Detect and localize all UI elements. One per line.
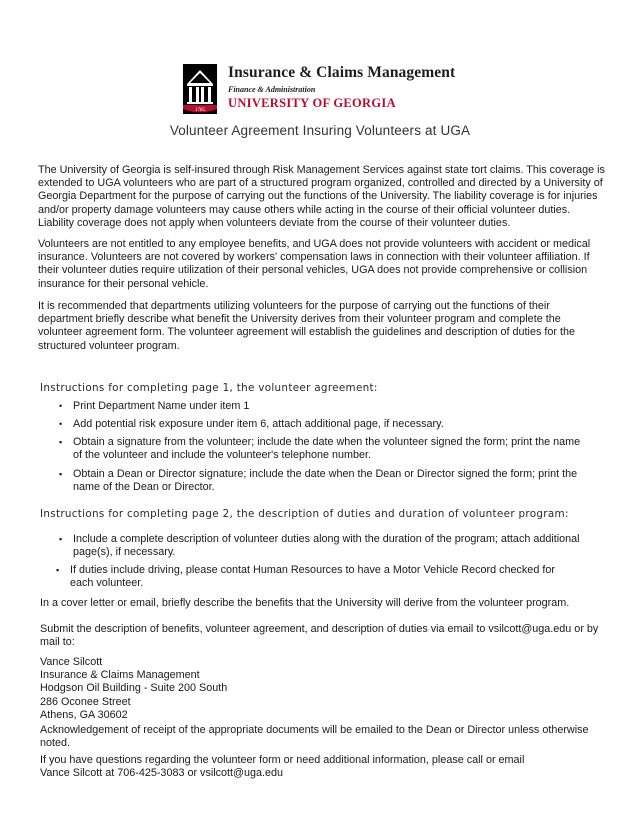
list-item	[59, 400, 579, 413]
instructions-page1-heading: Instructions for completing page 1, the volunteer agreement:	[40, 382, 378, 394]
list-item-text: Obtain a signature from the volunteer; include the date when the volunteer signed the form; print the name of the volunteer and include the volunteer's telephone number.	[73, 436, 581, 462]
address-street: 286 Oconee Street	[40, 695, 131, 708]
bullet: ▪	[56, 565, 60, 575]
bullet: ▪	[59, 437, 63, 447]
acknowledgement-text: Acknowledgement of receipt of the appropriate documents will be emailed to the Dean or Director unless otherwise noted.	[40, 724, 589, 750]
paragraph-self-insured: The University of Georgia is self-insured through Risk Management Services against state tort claims. This coverage is extended to UGA volunteers who are part of a structured program organized, controlled and directed by a University of Georgia Department for the purpose of carrying out the functions of the University. The liability coverage is for injuries and/or property damage volunteers may cause others while acting in the course of their official volunteer duties. Liability coverage does not apply when volunteers deviate from the course of their volunteer duties.	[38, 164, 605, 229]
address-city: Athens, GA 30602	[40, 708, 128, 721]
org-title: Insurance & Claims Management	[228, 64, 456, 81]
list-item-text: Obtain a Dean or Director signature; include the date when the Dean or Director signed the form; print the name of the Dean or Director.	[73, 468, 578, 494]
bullet: ▪	[59, 469, 63, 479]
list-item	[59, 533, 581, 559]
instructions-page2-heading: Instructions for completing page 2, the description of duties and duration of volunteer program:	[40, 508, 569, 520]
address-dept: Insurance & Claims Management	[40, 669, 200, 682]
bullet: •	[59, 419, 63, 429]
list-item-text: If duties include driving, please contat Human Resources to have a Motor Vehicle Record checked for each volunteer.	[70, 564, 555, 590]
list-item	[56, 564, 581, 590]
uga-arch-icon	[183, 64, 217, 114]
page-title: Volunteer Agreement Insuring Volunteers at UGA	[169, 123, 471, 138]
contact-line: Vance Silcott at 706-425-3083 or vsilcott@uga.edu	[40, 767, 284, 780]
paragraph-benefits: Volunteers are not entitled to any employee benefits, and UGA does not provide volunteers with accident or medical insurance. Volunteers are not covered by workers' compensation laws in connection with their volunteer affiliation. If their volunteer duties require utilization of their personal vehicles, UGA does not provide comprehensive or collision insurance for their personal vehicle.	[38, 238, 591, 290]
contact-info	[40, 754, 600, 780]
questions-line: If you have questions regarding the volunteer form or need additional information, please call or email	[40, 754, 525, 766]
org-subtitle: Finance & Administration	[228, 85, 316, 94]
list-item	[59, 436, 581, 462]
address-name: Vance Silcott	[40, 656, 103, 668]
bullet: •	[59, 401, 63, 411]
list-item-text: Add potential risk exposure under item 6, attach additional page, if necessary.	[73, 418, 444, 430]
list-item	[59, 468, 581, 494]
cover-letter-text: In a cover letter or email, briefly describe the benefits that the University will derive from the volunteer program.	[40, 597, 570, 609]
bullet: ▪	[59, 534, 63, 544]
paragraph-recommendation: It is recommended that departments utilizing volunteers for the purpose of carrying out the functions of their department briefly describe what benefit the University derives from their volunteer program and complete the volunteer agreement form. The volunteer agreement will establish the guidelines and description of duties for the structured volunteer program.	[38, 300, 575, 352]
mailing-address	[40, 656, 600, 722]
university-name: UNIVERSITY OF GEORGIA	[228, 96, 396, 110]
submit-instructions: Submit the description of benefits, volunteer agreement, and description of duties via email to vsilcott@uga.edu or by mail to:	[40, 623, 599, 649]
uga-logo	[183, 64, 456, 116]
list-item-text: Include a complete description of volunteer duties along with the duration of the program; attach additional page(s), if necessary.	[73, 533, 580, 559]
address-building: Hodgson Oil Building - Suite 200 South	[40, 682, 228, 695]
list-item	[59, 418, 579, 431]
arch-year: 1785	[195, 108, 205, 113]
list-item-text: Print Department Name under item 1	[73, 400, 250, 412]
